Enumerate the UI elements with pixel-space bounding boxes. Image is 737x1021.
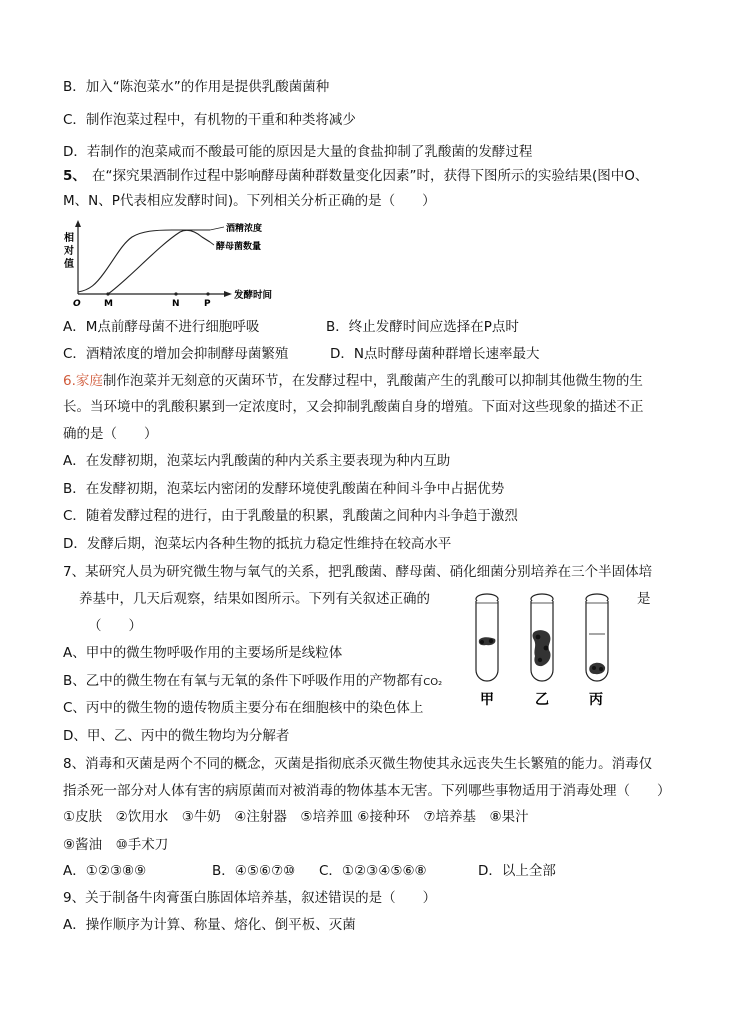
q7-option-c: C、丙中的微生物的遗传物质主要分布在细胞核中的染色体上: [63, 700, 424, 716]
q6-stem-line2: 长。当环境中的乳酸积累到一定浓度时，又会抑制乳酸菌自身的增殖。下面对这些现象的描述不正: [63, 399, 644, 415]
q6-option-a: A．在发酵初期，泡菜坛内乳酸菌的种内关系主要表现为种内互助: [63, 453, 451, 469]
q7-test-tubes-figure: [470, 590, 620, 714]
series-yeast-label: 酵母菌数量: [216, 242, 262, 252]
q7-option-d: D、甲、乙、丙中的微生物均为分解者: [63, 728, 290, 744]
option-d-line: D．若制作的泡菜咸而不酸最可能的原因是大量的食盐抑制了乳酸菌的发酵过程: [63, 144, 533, 160]
tick-label-m: M: [104, 299, 113, 309]
tube-label-yi: 乙: [535, 692, 549, 708]
tick-m-dot: [106, 292, 109, 295]
tick-label-o: O: [73, 299, 81, 309]
q5-option-d: D．N点时酵母菌种群增长速率最大: [330, 346, 540, 362]
ylabel-char-2: 对: [64, 246, 74, 257]
option-c-line: C．制作泡菜过程中，有机物的干重和种类将减少: [63, 112, 356, 128]
q8-stem-line2: 指杀死一部分对人体有害的病原菌而对被消毒的物体基本无害。下列哪些事物适用于消毒处理（ ）: [63, 783, 671, 799]
q8-items-line2: ⑨酱油 ⑩手术刀: [63, 837, 169, 853]
tube-label-bing: 丙: [589, 692, 603, 708]
q5-stem-line2: M、N、P代表相应发酵时间)。下列相关分析正确的是（ ）: [63, 193, 436, 209]
tick-label-p: P: [204, 299, 211, 309]
ylabel-char-1: 相: [64, 233, 74, 244]
q7-stem-line2: 养基中，几天后观察，结果如图所示。下列有关叙述正确的: [79, 591, 430, 607]
q5-option-c: C．酒精浓度的增加会抑制酵母菌繁殖: [63, 346, 289, 362]
q7-stem-line2-tail: 是: [637, 591, 651, 607]
q8-stem-line1: 8、消毒和灭菌是两个不同的概念，灭菌是指彻底杀灭微生物使其永远丧失生长繁殖的能力。消毒仅: [63, 756, 653, 772]
q8-option-d: D．以上全部: [478, 863, 556, 879]
option-b-line: B．加入“陈泡菜水”的作用是提供乳酸菌菌种: [63, 79, 330, 95]
ylabel-char-3: 值: [64, 259, 74, 270]
q7-stem-line1: 7、某研究人员为研究微生物与氧气的关系，把乳酸菌、酵母菌、硝化细菌分别培养在三个半固体培: [63, 564, 653, 580]
q6-option-d: D．发酵后期，泡菜坛内各种生物的抵抗力稳定性维持在较高水平: [63, 536, 452, 552]
q8-option-a: A．①②③⑧⑨: [63, 863, 147, 879]
q5-fermentation-chart: [60, 218, 300, 310]
tube-yi: [531, 594, 553, 681]
series-alcohol-label: 酒精浓度: [226, 224, 263, 234]
q7-stem-line3: （ ）: [88, 618, 142, 634]
tick-p-dot: [206, 292, 209, 295]
tube-label-jia: 甲: [480, 692, 494, 708]
tube-jia: [476, 594, 498, 681]
q8-option-b: B．④⑤⑥⑦⑩: [212, 863, 296, 879]
q6-highlight-word: 家庭: [75, 373, 103, 389]
tick-label-n: N: [172, 299, 180, 309]
q5-number: 5、: [63, 168, 86, 184]
tube-bing: [586, 594, 608, 681]
q8-option-c: C．①②③④⑤⑥⑧: [319, 863, 427, 879]
q6-option-c: C．随着发酵过程的进行，由于乳酸量的积累，乳酸菌之间种内斗争趋于激烈: [63, 508, 518, 524]
q6-option-b: B．在发酵初期，泡菜坛内密闭的发酵环境使乳酸菌在种间斗争中占据优势: [63, 481, 505, 497]
q6-stem-rest: 制作泡菜并无刻意的灭菌环节，在发酵过程中，乳酸菌产生的乳酸可以抑制其他微生物的生: [102, 373, 643, 389]
series-yeast-line: [108, 230, 210, 294]
q5-option-b: B．终止发酵时间应选择在P点时: [326, 319, 519, 335]
q8-items-line1: ①皮肤 ②饮用水 ③牛奶 ④注射器 ⑤培养皿 ⑥接种环 ⑦培养基 ⑧果汁: [63, 809, 529, 825]
q9-stem: 9、关于制备牛肉膏蛋白胨固体培养基，叙述错误的是（ ）: [63, 890, 437, 906]
series-alcohol-line: [78, 230, 210, 292]
xlabel: 发酵时间: [234, 290, 273, 301]
q6-stem-line3: 确的是（ ）: [63, 426, 158, 442]
q5-stem-line1: 在“探究果酒制作过程中影响酵母菌种群数量变化因素”时，获得下图所示的实验结果(图中O、: [92, 168, 649, 184]
tick-n-dot: [174, 292, 177, 295]
x-axis-arrow: [224, 291, 232, 297]
yeast-leader: [210, 242, 214, 245]
y-axis-arrow: [75, 220, 81, 227]
q5-option-a: A．M点前酵母菌不进行细胞呼吸: [63, 319, 260, 335]
q9-option-a: A．操作顺序为计算、称量、熔化、倒平板、灭菌: [63, 917, 356, 933]
q6-number: 6.: [63, 373, 76, 389]
q6-stem-line1: [63, 372, 643, 390]
q7-option-b: [63, 672, 442, 692]
q7-option-a: A、甲中的微生物呼吸作用的主要场所是线粒体: [63, 645, 343, 661]
q7-option-b-co2: CO₂: [423, 677, 443, 688]
alcohol-leader: [210, 227, 224, 230]
q7-option-b-text: B、乙中的微生物在有氧与无氧的条件下呼吸作用的产物都有: [63, 673, 424, 689]
